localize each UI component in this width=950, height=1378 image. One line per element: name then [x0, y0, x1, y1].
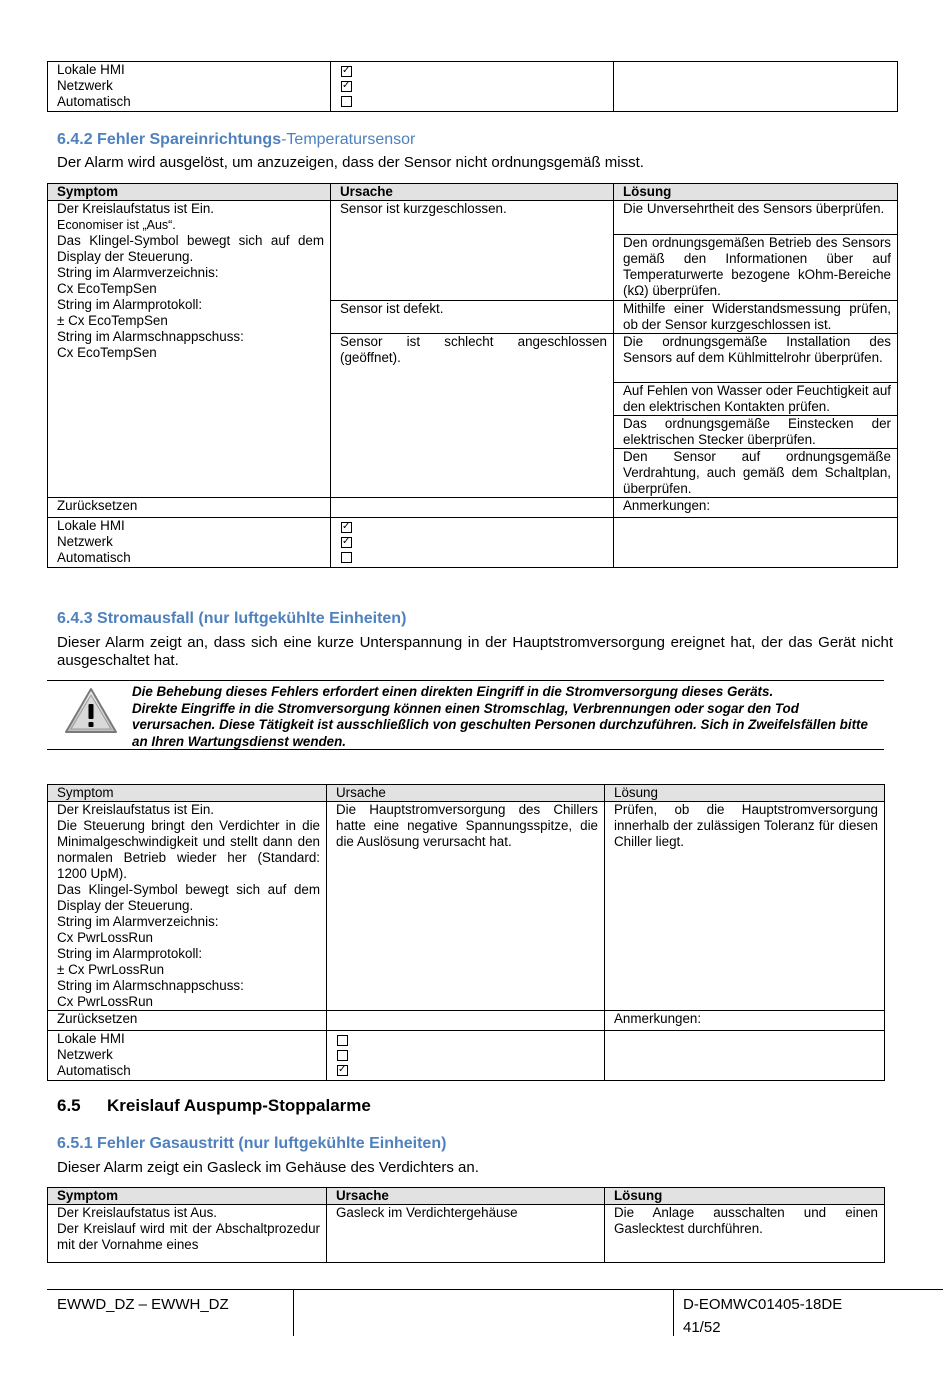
mode-label: Automatisch [57, 550, 131, 565]
symptom-line: String im Alarmprotokoll: [57, 297, 203, 312]
symptom-cell [48, 201, 331, 498]
section-title-bold: Fehler Spareinrichtungs [97, 131, 282, 148]
footer-divider [673, 1289, 674, 1336]
checkbox-checked-icon [341, 81, 352, 92]
section-intro: Dieser Alarm zeigt an, dass sich eine kurze Unterspannung in der Hauptstromversorgung ereignet hat, der das Gerät nicht ausgeschaltet hat. [57, 634, 893, 669]
symptom-line: ± Cx EcoTempSen [57, 313, 168, 328]
notes-label: Anmerkungen: [605, 1011, 885, 1031]
reset-modes-cell [48, 62, 331, 112]
reset-modes-cell [48, 518, 331, 568]
mode-label: Netzwerk [57, 534, 113, 549]
header-cause: Ursache [327, 785, 605, 802]
symptom-line: ± Cx PwrLossRun [57, 962, 165, 977]
checkbox-checked-icon [341, 522, 352, 533]
section-title: Fehler Gasaustritt (nur luftgekühlte Einheiten) [97, 1135, 447, 1152]
solution-cell: Die Anlage ausschalten und einen Gaslecktest durchführen. [605, 1205, 885, 1263]
symptom-line: Der Kreislaufstatus ist Ein. [57, 201, 215, 216]
mode-label: Netzwerk [57, 1047, 113, 1062]
warning-triangle-icon [63, 686, 119, 736]
alarm-table-6-4-2 [47, 183, 898, 568]
symptom-line: Der Kreislauf wird mit der Abschaltprozedur mit der Vornahme eines [57, 1221, 320, 1252]
section-title: Stromausfall (nur luftgekühlte Einheiten) [97, 610, 407, 627]
symptom-line: Der Kreislaufstatus ist Ein. [57, 802, 215, 817]
header-solution: Lösung [605, 785, 885, 802]
alarm-table-6-5-1 [47, 1187, 885, 1263]
solution-cell: Den Sensor auf ordnungsgemäße Verdrahtung, auch gemäß dem Schaltplan, überprüfen. [614, 449, 898, 498]
checkbox-empty-icon [337, 1050, 348, 1061]
reset-checkbox-cell [331, 518, 614, 568]
footer-model: EWWD_DZ – EWWH_DZ [57, 1296, 229, 1313]
section-number: 6.5.1 [57, 1135, 93, 1152]
warning-text [132, 684, 877, 750]
symptom-line: String im Alarmschnappschuss: [57, 978, 244, 993]
solution-cell: Das ordnungsgemäße Einstecken der elektrischen Stecker überprüfen. [614, 416, 898, 449]
symptom-line: String im Alarmverzeichnis: [57, 265, 219, 280]
mode-label: Automatisch [57, 1063, 131, 1078]
checkbox-empty-icon [341, 552, 352, 563]
checkbox-empty-icon [341, 96, 352, 107]
reset-label: Zurücksetzen [48, 498, 331, 518]
warning-line: Direkte Eingriffe in die Stromversorgung können einen Stromschlag, Verbrennungen oder sogar den Tod verursachen. Diese Tätigkeit ist ausschließlich von geschulten Personen durchzuführen. Sich in Zweifelsfällen bitte an Ihren Wartungsdienst wenden. [132, 700, 868, 749]
reset-checkbox-cell [331, 62, 614, 112]
reset-checkbox-cell [327, 1031, 605, 1081]
solution-cell: Prüfen, ob die Hauptstromversorgung innerhalb der zulässigen Toleranz für diesen Chiller liegt. [605, 802, 885, 1011]
empty-cell [614, 62, 898, 112]
symptom-cell [48, 1205, 327, 1263]
footer-page-number: 41/52 [683, 1319, 721, 1336]
empty-cell [614, 518, 898, 568]
mode-label: Netzwerk [57, 78, 113, 93]
cause-cell: Sensor ist kurzgeschlossen. [331, 201, 614, 301]
alarm-table-6-4-3 [47, 784, 885, 1081]
footer-divider [293, 1289, 294, 1336]
symptom-line: Cx PwrLossRun [57, 994, 153, 1009]
checkbox-empty-icon [337, 1035, 348, 1046]
header-symptom: Symptom [48, 785, 327, 802]
symptom-line: String im Alarmschnappschuss: [57, 329, 244, 344]
header-cause: Ursache [327, 1188, 605, 1205]
empty-cell [331, 498, 614, 518]
header-cause: Ursache [331, 184, 614, 201]
solution-cell: Mithilfe einer Widerstandsmessung prüfen, ob der Sensor kurzgeschlossen ist. [614, 301, 898, 334]
solution-cell: Die ordnungsgemäße Installation des Sensors auf dem Kühlmittelrohr überprüfen. [614, 334, 898, 383]
header-solution: Lösung [614, 184, 898, 201]
symptom-line: Cx EcoTempSen [57, 281, 157, 296]
checkbox-checked-icon [341, 537, 352, 548]
section-intro: Dieser Alarm zeigt ein Gasleck im Gehäuse des Verdichters an. [57, 1159, 479, 1176]
solution-cell: Auf Fehlen von Wasser oder Feuchtigkeit auf den elektrischen Kontakten prüfen. [614, 383, 898, 416]
section-number: 6.4.2 [57, 131, 93, 148]
mode-label: Automatisch [57, 94, 131, 109]
section-heading-6-4-2 [57, 131, 415, 149]
empty-cell [327, 1011, 605, 1031]
symptom-line: String im Alarmverzeichnis: [57, 914, 219, 929]
mode-label: Lokale HMI [57, 1031, 125, 1046]
header-solution: Lösung [605, 1188, 885, 1205]
symptom-line: Cx EcoTempSen [57, 345, 157, 360]
symptom-line: Das Klingel-Symbol bewegt sich auf dem Display der Steuerung. [57, 233, 324, 264]
section-number: 6.4.3 [57, 610, 93, 627]
checkbox-checked-icon [337, 1065, 348, 1076]
symptom-line: Der Kreislaufstatus ist Aus. [57, 1205, 218, 1220]
section-heading-6-5 [57, 1096, 371, 1116]
cause-cell: Gasleck im Verdichtergehäuse [327, 1205, 605, 1263]
warning-line: Die Behebung dieses Fehlers erfordert einen direkten Eingriff in die Stromversorgung dieses Geräts. [132, 684, 774, 699]
footer-rule [47, 1289, 943, 1290]
reset-label: Zurücksetzen [48, 1011, 327, 1031]
header-symptom: Symptom [48, 1188, 327, 1205]
notes-label: Anmerkungen: [614, 498, 898, 518]
section-title: Kreislauf Auspump-Stoppalarme [107, 1096, 371, 1115]
mode-label: Lokale HMI [57, 518, 125, 533]
symptom-line: Cx PwrLossRun [57, 930, 153, 945]
symptom-line: Die Steuerung bringt den Verdichter in die Minimalgeschwindigkeit und stellt dann den normalen Betrieb wieder her (Standard: 1200 UpM). [57, 818, 320, 881]
section-heading-6-4-3 [57, 610, 406, 628]
checkbox-checked-icon [341, 66, 352, 77]
section-heading-6-5-1 [57, 1135, 446, 1153]
warning-box [47, 680, 884, 750]
top-reset-table [47, 61, 898, 112]
cause-cell: Sensor ist defekt. [331, 301, 614, 334]
section-title-light: -Temperatursensor [281, 131, 416, 148]
empty-cell [605, 1031, 885, 1081]
cause-cell: Sensor ist schlecht angeschlossen (geöffnet). [331, 334, 614, 498]
symptom-line: Das Klingel-Symbol bewegt sich auf dem Display der Steuerung. [57, 882, 320, 913]
symptom-line: String im Alarmprotokoll: [57, 946, 203, 961]
symptom-cell [48, 802, 327, 1011]
header-symptom: Symptom [48, 184, 331, 201]
solution-cell: Den ordnungsgemäßen Betrieb des Sensors gemäß den Informationen über auf Temperaturwerte bezogene kOhm-Bereiche (kΩ) überprüfen. [614, 235, 898, 301]
section-number: 6.5 [57, 1096, 81, 1115]
symptom-line: Economiser ist „Aus“. [57, 218, 176, 232]
footer-doc-number: D-EOMWC01405-18DE [683, 1296, 843, 1313]
section-intro: Der Alarm wird ausgelöst, um anzuzeigen, dass der Sensor nicht ordnungsgemäß misst. [57, 154, 644, 171]
mode-label: Lokale HMI [57, 62, 125, 77]
reset-modes-cell [48, 1031, 327, 1081]
solution-cell: Die Unversehrtheit des Sensors überprüfen. [614, 201, 898, 235]
cause-cell: Die Hauptstromversorgung des Chillers hatte eine negative Spannungsspitze, die die Auslösung verursacht hat. [327, 802, 605, 1011]
